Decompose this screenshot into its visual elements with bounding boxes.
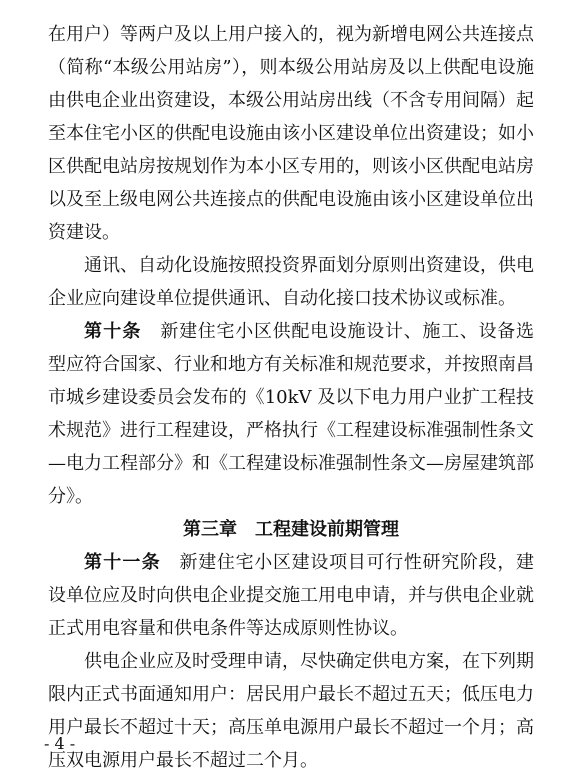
article-number: 第十一条	[84, 552, 161, 573]
paragraph-text: 供电企业应及时受理申请，尽快确定供电方案，在下列期限内正式书面通知用户：居民用户最长不超过五天；低压电力用户最长不超过十天；高压单电源用户最长不超过一个月；高压双电源用户最长不超过二个月。	[48, 651, 534, 771]
page-number: - 4 -	[44, 734, 76, 753]
paragraph-text: 在用户）等两户及以上用户接入的，视为新增电网公共连接点（简称“本级公用站房”），则本级公用站房及以上供配电设施由供电企业出资建设，本级公用站房出线（不含专用间隔）起至本住宅小区的供配电设施由该小区建设单位出资建设；如小区供配电站房按规划作为本小区专用的，则该小区供配电站房以及至上级电网公共连接点的供配电设施由该小区建设单位出资建设。	[48, 24, 534, 243]
article-text: 新建住宅小区建设项目可行性研究阶段，建设单位应及时向供电企业提交施工用电申请，并与供电企业就正式用电容量和供电条件等达成原则性协议。	[48, 552, 535, 639]
paragraph-communication-automation	[48, 249, 534, 315]
article-spacer	[142, 321, 161, 342]
document-body	[48, 18, 534, 777]
chapter-heading: 第三章 工程建设前期管理	[183, 519, 399, 540]
paragraph-text: 通讯、自动化设施按照投资界面划分原则出资建设，供电企业应向建设单位提供通讯、自动化接口技术协议或标准。	[48, 255, 534, 309]
article-spacer	[161, 552, 180, 573]
paragraph-public-connection	[48, 18, 534, 249]
article-10	[48, 315, 534, 513]
article-11	[48, 546, 534, 645]
article-number: 第十条	[84, 321, 142, 342]
article-text: 新建住宅小区供配电设施设计、施工、设备选型应符合国家、行业和地方有关标准和规范要求，并按照南昌市城乡建设委员会发布的《10kV 及以下电力用户业扩工程技术规范》进行工程建设，严格执行《工程建设标准强制性条文—电力工程部分》和《工程建设标准强制性条文—房屋建筑部分》。	[48, 321, 535, 507]
paragraph-application-deadlines	[48, 645, 534, 777]
